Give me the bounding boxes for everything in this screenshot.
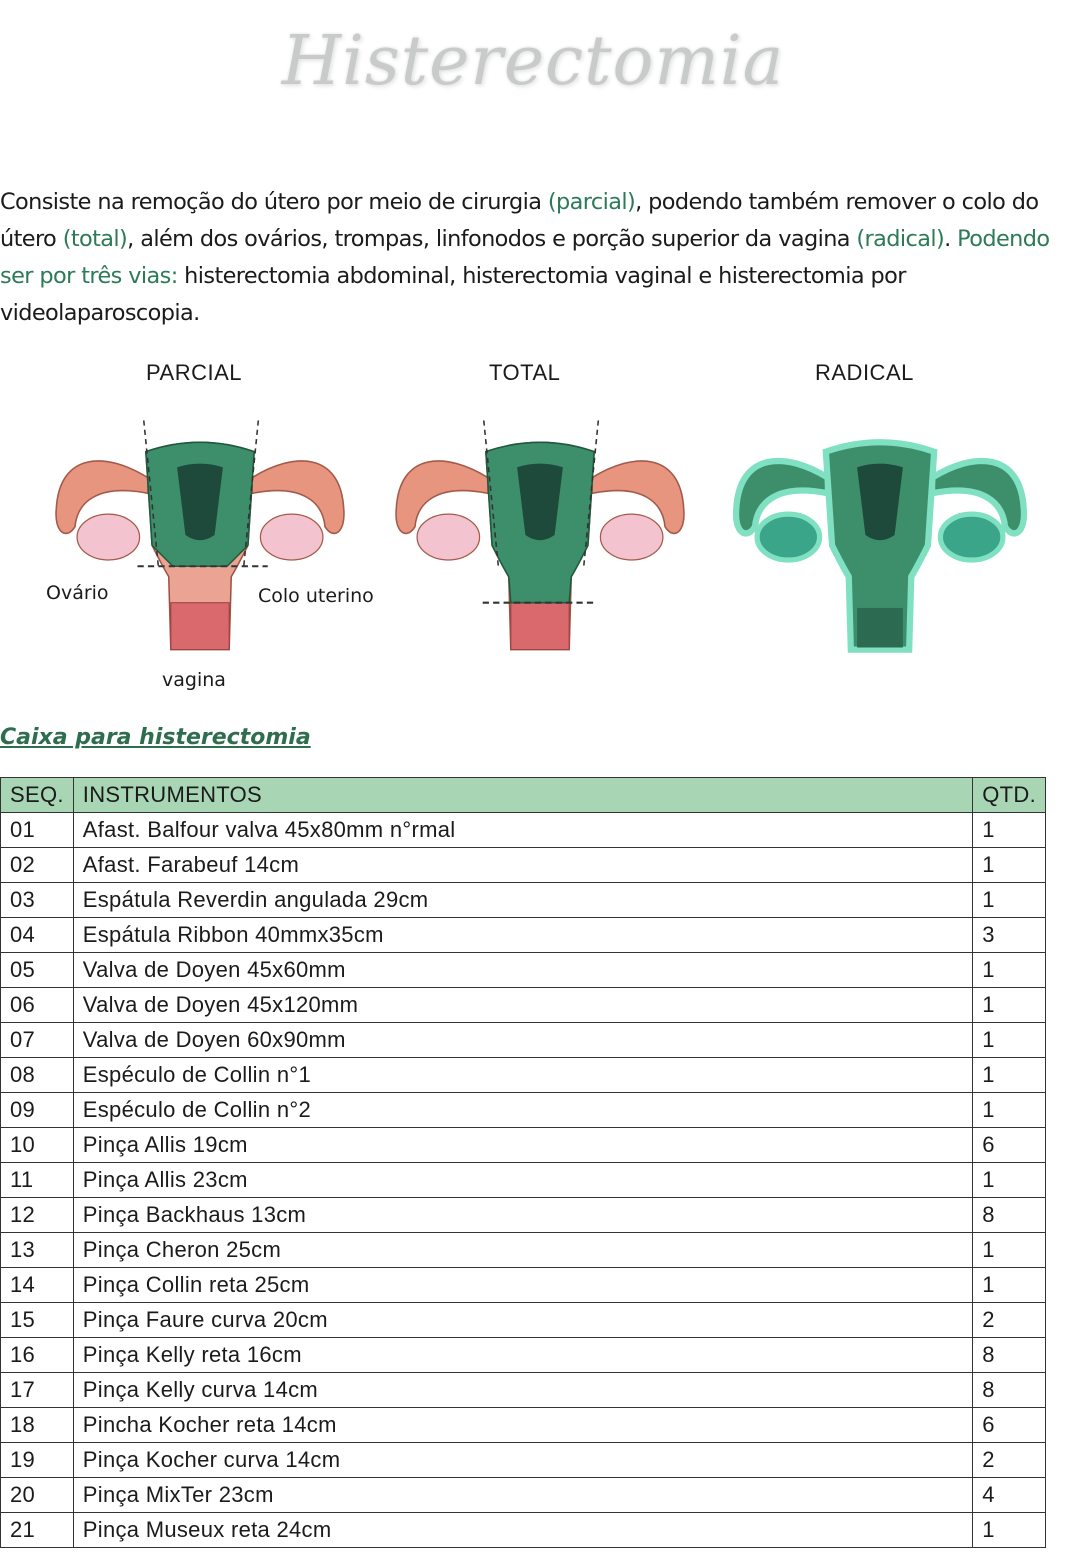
cell-qtd: 1 — [973, 988, 1046, 1023]
diagram-radical-uterus — [715, 410, 1045, 660]
intro-highlight-radical: (radical) — [856, 226, 945, 252]
cell-seq: 07 — [1, 1023, 74, 1058]
intro-text: Consiste na remoção do útero por meio de cirurgia — [0, 189, 548, 215]
diagram-total-uterus — [380, 410, 700, 660]
cell-instrument: Pinça Kelly curva 14cm — [73, 1373, 972, 1408]
cell-qtd: 6 — [973, 1128, 1046, 1163]
cell-qtd: 1 — [973, 813, 1046, 848]
header-qtd: QTD. — [973, 778, 1046, 813]
diagram-label-parcial: PARCIAL — [146, 360, 243, 385]
cell-qtd: 1 — [973, 953, 1046, 988]
cell-instrument: Valva de Doyen 60x90mm — [73, 1023, 972, 1058]
cell-seq: 13 — [1, 1233, 74, 1268]
cell-instrument: Pinça Cheron 25cm — [73, 1233, 972, 1268]
diagram-label-total: TOTAL — [489, 360, 561, 385]
cell-instrument: Afast. Farabeuf 14cm — [73, 848, 972, 883]
cell-qtd: 1 — [973, 1163, 1046, 1198]
table-row — [1, 1338, 1046, 1373]
cell-seq: 02 — [1, 848, 74, 883]
table-row — [1, 1478, 1046, 1513]
cell-instrument: Pinça Allis 23cm — [73, 1163, 972, 1198]
header-seq: SEQ. — [1, 778, 74, 813]
cell-qtd: 1 — [973, 848, 1046, 883]
cell-qtd: 1 — [973, 1513, 1046, 1548]
table-row — [1, 1408, 1046, 1443]
table-row — [1, 813, 1046, 848]
cell-seq: 20 — [1, 1478, 74, 1513]
intro-text: , podendo também remover o colo do útero — [0, 189, 1039, 252]
table-row — [1, 1303, 1046, 1338]
cell-qtd: 2 — [973, 1303, 1046, 1338]
cell-qtd: 4 — [973, 1478, 1046, 1513]
cell-instrument: Valva de Doyen 45x120mm — [73, 988, 972, 1023]
cell-seq: 03 — [1, 883, 74, 918]
cell-qtd: 8 — [973, 1338, 1046, 1373]
instruments-table — [0, 777, 1046, 1548]
cell-seq: 04 — [1, 918, 74, 953]
table-row — [1, 1233, 1046, 1268]
header-instrumentos: INSTRUMENTOS — [73, 778, 972, 813]
cell-qtd: 1 — [973, 1268, 1046, 1303]
intro-highlight-vias: Podendo ser por três vias: — [0, 226, 1050, 289]
table-row — [1, 1443, 1046, 1478]
annotation-colo-uterino: Colo uterino — [258, 585, 374, 607]
cell-seq: 05 — [1, 953, 74, 988]
annotation-ovario: Ovário — [46, 582, 109, 604]
cell-qtd: 8 — [973, 1198, 1046, 1233]
cell-instrument: Espátula Reverdin angulada 29cm — [73, 883, 972, 918]
table-row — [1, 988, 1046, 1023]
cell-seq: 15 — [1, 1303, 74, 1338]
cell-instrument: Pinça Collin reta 25cm — [73, 1268, 972, 1303]
cell-instrument: Espátula Ribbon 40mmx35cm — [73, 918, 972, 953]
cell-seq: 18 — [1, 1408, 74, 1443]
page-title: Histerectomia — [281, 22, 785, 101]
cell-qtd: 1 — [973, 1233, 1046, 1268]
cell-qtd: 1 — [973, 883, 1046, 918]
cell-seq: 21 — [1, 1513, 74, 1548]
cell-seq: 09 — [1, 1093, 74, 1128]
cell-instrument: Valva de Doyen 45x60mm — [73, 953, 972, 988]
cell-seq: 17 — [1, 1373, 74, 1408]
table-row — [1, 1093, 1046, 1128]
cell-seq: 11 — [1, 1163, 74, 1198]
cell-qtd: 1 — [973, 1058, 1046, 1093]
intro-text: histerectomia abdominal, histerectomia vaginal e histerectomia por videolaparoscopia. — [0, 263, 906, 326]
cell-seq: 08 — [1, 1058, 74, 1093]
diagram-parcial-uterus — [40, 410, 360, 660]
table-row — [1, 848, 1046, 883]
table-row — [1, 1513, 1046, 1548]
cell-instrument: Pinça Museux reta 24cm — [73, 1513, 972, 1548]
cell-seq: 10 — [1, 1128, 74, 1163]
section-title: Caixa para histerectomia — [0, 725, 311, 750]
cell-instrument: Pinça MixTer 23cm — [73, 1478, 972, 1513]
intro-paragraph — [0, 184, 1056, 332]
table-row — [1, 1163, 1046, 1198]
table-row — [1, 918, 1046, 953]
intro-highlight-total: (total) — [62, 226, 128, 252]
cell-qtd: 8 — [973, 1373, 1046, 1408]
cell-qtd: 1 — [973, 1093, 1046, 1128]
cell-instrument: Pinça Kocher curva 14cm — [73, 1443, 972, 1478]
table-row — [1, 1023, 1046, 1058]
cell-instrument: Espéculo de Collin n°1 — [73, 1058, 972, 1093]
table-row — [1, 1198, 1046, 1233]
cell-qtd: 6 — [973, 1408, 1046, 1443]
table-header-row — [1, 778, 1046, 813]
cell-instrument: Pincha Kocher reta 14cm — [73, 1408, 972, 1443]
table-row — [1, 953, 1046, 988]
intro-highlight-parcial: (parcial) — [547, 189, 636, 215]
table-row — [1, 1058, 1046, 1093]
cell-instrument: Pinça Faure curva 20cm — [73, 1303, 972, 1338]
table-row — [1, 1373, 1046, 1408]
table-row — [1, 1268, 1046, 1303]
cell-seq: 19 — [1, 1443, 74, 1478]
cell-instrument: Pinça Kelly reta 16cm — [73, 1338, 972, 1373]
cell-qtd: 1 — [973, 1023, 1046, 1058]
diagram-label-radical: RADICAL — [815, 360, 914, 385]
cell-qtd: 3 — [973, 918, 1046, 953]
cell-seq: 01 — [1, 813, 74, 848]
cell-seq: 12 — [1, 1198, 74, 1233]
cell-seq: 06 — [1, 988, 74, 1023]
intro-text: . — [944, 226, 958, 252]
table-row — [1, 1128, 1046, 1163]
cell-instrument: Pinça Allis 19cm — [73, 1128, 972, 1163]
intro-text: , além dos ovários, trompas, linfonodos e porção superior da vagina — [127, 226, 857, 252]
cell-instrument: Pinça Backhaus 13cm — [73, 1198, 972, 1233]
cell-instrument: Afast. Balfour valva 45x80mm n°rmal — [73, 813, 972, 848]
cell-qtd: 2 — [973, 1443, 1046, 1478]
cell-instrument: Espéculo de Collin n°2 — [73, 1093, 972, 1128]
table-row — [1, 883, 1046, 918]
cell-seq: 16 — [1, 1338, 74, 1373]
annotation-vagina: vagina — [162, 669, 226, 691]
cell-seq: 14 — [1, 1268, 74, 1303]
